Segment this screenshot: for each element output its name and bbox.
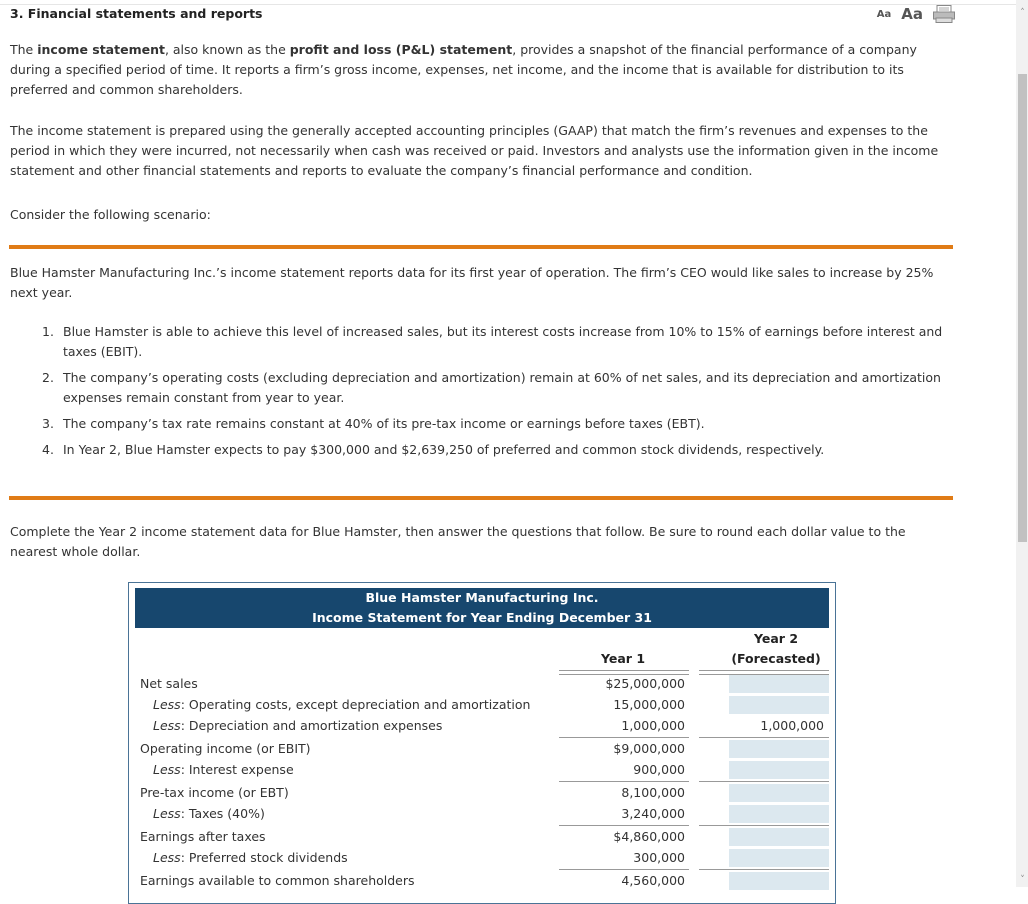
- orange-divider: [9, 245, 953, 249]
- scroll-down-icon[interactable]: ˅: [1020, 875, 1025, 885]
- year2-header-line1: Year 2: [753, 631, 799, 646]
- toolbar: [877, 5, 955, 23]
- less-word: Less: [153, 762, 181, 777]
- top-divider: [0, 4, 1016, 5]
- step-number: 4.: [42, 442, 54, 457]
- step-number: 1.: [42, 324, 54, 339]
- question-title: 3. Financial statements and reports: [10, 6, 263, 21]
- label-text: : Depreciation and amortization expenses: [180, 718, 443, 733]
- year2-operating-costs-input[interactable]: [729, 696, 829, 714]
- year2-eat-input[interactable]: [729, 828, 829, 846]
- intro-paragraph: [10, 40, 955, 100]
- less-word: Less: [153, 850, 181, 865]
- gaap-paragraph: The income statement is prepared using the generally accepted accounting principles (GAAP) that match the firm’s revenues and expenses to the period in which they were incurred, not necessarily when cash was received or paid. Investors and analysts use the information given in the income statement and other financial statements and reports to evaluate the company’s financial performance and condition.: [10, 123, 939, 178]
- year1-eat: $4,860,000: [613, 829, 685, 844]
- step-number: 3.: [42, 416, 54, 431]
- font-size-large-button[interactable]: Aa: [901, 5, 923, 23]
- year2-earnings-common-input[interactable]: [729, 872, 829, 890]
- year1-operating-costs: 15,000,000: [613, 697, 685, 712]
- text-span: The: [10, 42, 38, 57]
- subtotal-line: [559, 869, 689, 870]
- subtotal-line: [699, 737, 829, 738]
- list-item: [10, 414, 955, 434]
- question-header: [10, 6, 955, 26]
- row-label-interest: [153, 760, 294, 780]
- subtotal-line: [699, 869, 829, 870]
- row-label-ebit: Operating income (or EBIT): [140, 741, 311, 756]
- year1-depreciation: 1,000,000: [621, 718, 685, 733]
- printer-icon[interactable]: [933, 5, 955, 23]
- year2-ebt-input[interactable]: [729, 784, 829, 802]
- year2-net-sales-input[interactable]: [729, 675, 829, 693]
- row-label-operating-costs: [153, 695, 530, 715]
- subtotal-line: [699, 825, 829, 826]
- bold-term: profit and loss (P&L) statement: [289, 42, 513, 57]
- step-text: Blue Hamster is able to achieve this level of increased sales, but its interest costs increase from 10% to 15% of earnings before interest and taxes (EBIT).: [63, 324, 943, 359]
- year1-net-sales: $25,000,000: [605, 676, 685, 691]
- year2-ebit-input[interactable]: [729, 740, 829, 758]
- scenario-intro: Consider the following scenario:: [10, 207, 211, 222]
- year2-taxes-input[interactable]: [729, 805, 829, 823]
- row-label-depreciation: [153, 716, 442, 736]
- instructions-text: Complete the Year 2 income statement data for Blue Hamster, then answer the questions that follow. Be sure to round each dollar value to the nearest whole dollar.: [10, 524, 906, 559]
- year1-earnings-common: 4,560,000: [621, 873, 685, 888]
- step-number: 2.: [42, 370, 54, 385]
- year1-ebit: $9,000,000: [613, 741, 685, 756]
- less-word: Less: [153, 718, 181, 733]
- income-statement-table: [128, 582, 836, 904]
- row-label-earnings-common: Earnings available to common shareholders: [140, 873, 415, 888]
- orange-divider: [9, 496, 953, 500]
- year1-taxes: 3,240,000: [621, 806, 685, 821]
- subtotal-line: [559, 781, 689, 782]
- label-text: : Preferred stock dividends: [180, 850, 348, 865]
- bold-term: income statement: [37, 42, 165, 57]
- label-text: : Interest expense: [180, 762, 294, 777]
- row-label-taxes: [153, 804, 265, 824]
- year1-interest: 900,000: [633, 762, 685, 777]
- subtotal-line: [559, 737, 689, 738]
- step-text: In Year 2, Blue Hamster expects to pay $300,000 and $2,639,250 of preferred and common stock dividends, respectively.: [63, 442, 825, 457]
- subtotal-line: [559, 825, 689, 826]
- year2-header-line2: (Forecasted): [731, 651, 821, 666]
- year1-ebt: 8,100,000: [621, 785, 685, 800]
- year2-interest-input[interactable]: [729, 761, 829, 779]
- scrollbar-thumb[interactable]: [1018, 74, 1027, 542]
- row-label-ebt: Pre-tax income (or EBT): [140, 785, 289, 800]
- step-text: The company’s operating costs (excluding depreciation and amortization) remain at 60% of net sales, and its depreciation and amortization expenses remain constant from year to year.: [63, 370, 941, 405]
- year1-header: Year 1: [600, 651, 646, 666]
- scenario-steps: [10, 322, 955, 466]
- statement-header: [135, 588, 829, 628]
- statement-subtitle: Income Statement for Year Ending December 31: [312, 610, 652, 625]
- row-label-net-sales: Net sales: [140, 676, 198, 691]
- subtotal-line: [699, 781, 829, 782]
- label-text: : Operating costs, except depreciation and amortization: [180, 697, 531, 712]
- list-item: [10, 368, 955, 408]
- font-size-small-button[interactable]: Aa: [876, 8, 892, 20]
- text-span: , also known as the: [164, 42, 290, 57]
- year1-preferred-dividends: 300,000: [633, 850, 685, 865]
- year2-preferred-dividends-input[interactable]: [729, 849, 829, 867]
- step-text: The company’s tax rate remains constant at 40% of its pre-tax income or earnings before taxes (EBT).: [63, 416, 705, 431]
- company-name: Blue Hamster Manufacturing Inc.: [365, 590, 599, 605]
- list-item: [10, 440, 955, 460]
- scroll-up-icon[interactable]: ˄: [1020, 8, 1025, 18]
- less-word: Less: [153, 697, 181, 712]
- text-span: , provides a snapshot of the financial performance of a company during a specified period of time. It reports a firm’s gross income, expenses, net income, and the income that is available for distribution to its preferred and common shareholders.: [10, 42, 917, 97]
- scenario-text: Blue Hamster Manufacturing Inc.’s income statement reports data for its first year of operation. The firm’s CEO would like sales to increase by 25% next year.: [10, 265, 934, 300]
- row-label-preferred-dividends: [153, 848, 348, 868]
- list-item: [10, 322, 955, 362]
- label-text: : Taxes (40%): [180, 806, 265, 821]
- less-word: Less: [153, 806, 181, 821]
- row-label-eat: Earnings after taxes: [140, 829, 266, 844]
- year2-depreciation: 1,000,000: [760, 718, 824, 733]
